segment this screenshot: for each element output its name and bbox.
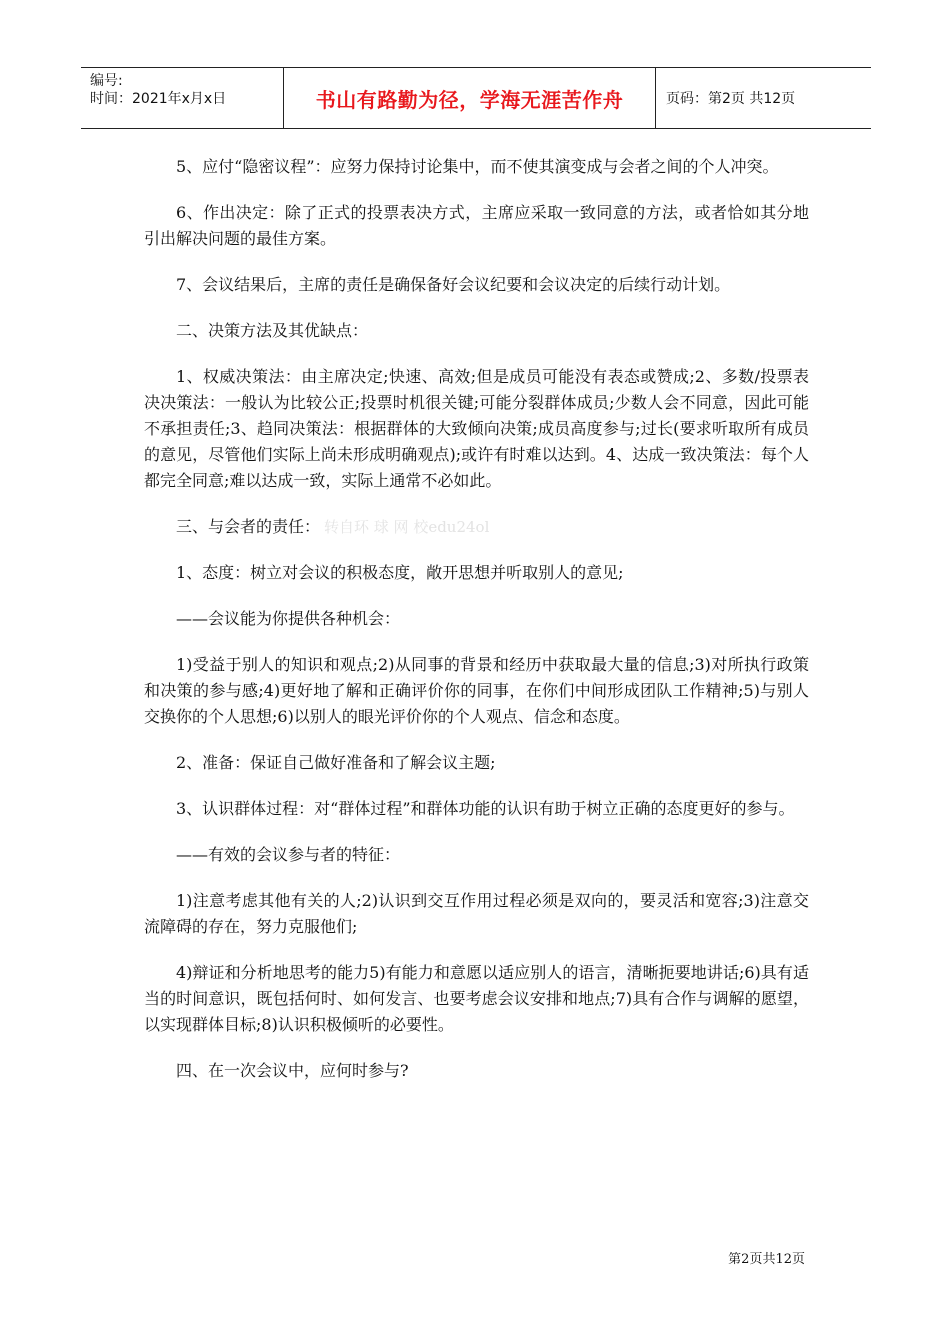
page-footer: 第2页共12页 xyxy=(728,1252,805,1267)
header-motto-cell xyxy=(283,68,656,128)
paragraph: 3、认识群体过程：对“群体过程”和群体功能的认识有助于树立正确的态度更好的参与。 xyxy=(176,799,795,818)
watermark-text: 转自环 球 网 校edu24ol xyxy=(324,518,490,536)
paragraph: 1、态度：树立对会议的积极态度，敞开思想并听取别人的意见; xyxy=(176,563,624,582)
paragraph: ——有效的会议参与者的特征： xyxy=(176,845,401,864)
paragraph: 1)受益于别人的知识和观点;2)从同事的背景和经历中获取最大量的信息;3)对所执行政策和决策的参与感;4)更好地了解和正确评价你的同事，在你们中间形成团队工作精神;5)与别人交换你的个人思想;6)以别人的眼光评价你的个人观点、信念和态度。 xyxy=(144,655,809,726)
document-body xyxy=(144,150,809,1104)
paragraph: 2、准备：保证自己做好准备和了解会议主题; xyxy=(176,753,496,772)
paragraph: 6、作出决定：除了正式的投票表决方式，主席应采取一致同意的方法，或者恰如其分地引出解决问题的最佳方案。 xyxy=(144,203,809,248)
page-info: 页码：第2页 共12页 xyxy=(666,91,796,107)
paragraph: 1)注意考虑其他有关的人;2)认识到交互作用过程必须是双向的，要灵活和宽容;3)注意交流障碍的存在，努力克服他们; xyxy=(144,891,809,936)
section-heading-3 xyxy=(144,514,809,540)
header-page-cell xyxy=(656,68,871,128)
number-label: 编号: xyxy=(90,73,123,89)
paragraph: 7、会议结果后，主席的责任是确保备好会议纪要和会议决定的后续行动计划。 xyxy=(176,275,731,294)
section-heading: 二、决策方法及其优缺点： xyxy=(176,321,369,340)
paragraph: 5、应付“隐密议程”：应努力保持讨论集中，而不使其演变成与会者之间的个人冲突。 xyxy=(176,157,779,176)
paragraph: 1、权威决策法：由主席决定;快速、高效;但是成员可能没有表态或赞成;2、多数/投票表决决策法：一般认为比较公正;投票时机很关键;可能分裂群体成员;少数人会不同意，因此可能不承担责任;3、趋同决策法：根据群体的大致倾向决策;成员高度参与;过长(要求听取所有成员的意见，尽管他们实际上尚未形成明确观点);或许有时难以达到。4、达成一致决策法：每个人都完全同意;难以达成一致，实际上通常不必如此。 xyxy=(144,367,809,490)
time-label: 时间：2021年x月x日 xyxy=(90,91,227,107)
motto-text: 书山有路勤为径，学海无涯苦作舟 xyxy=(315,87,624,112)
header-meta xyxy=(81,68,283,128)
paragraph: ——会议能为你提供各种机会： xyxy=(176,609,401,628)
section-heading: 四、在一次会议中，应何时参与? xyxy=(176,1061,409,1080)
paragraph: 4)辩证和分析地思考的能力5)有能力和意愿以适应别人的语言，清晰扼要地讲话;6)具有适当的时间意识，既包括何时、如何发言、也要考虑会议安排和地点;7)具有合作与调解的愿望，以实现群体目标;8)认识积极倾听的必要性。 xyxy=(144,963,809,1034)
page-header xyxy=(81,67,871,129)
section-heading-text: 三、与会者的责任： xyxy=(176,517,321,536)
